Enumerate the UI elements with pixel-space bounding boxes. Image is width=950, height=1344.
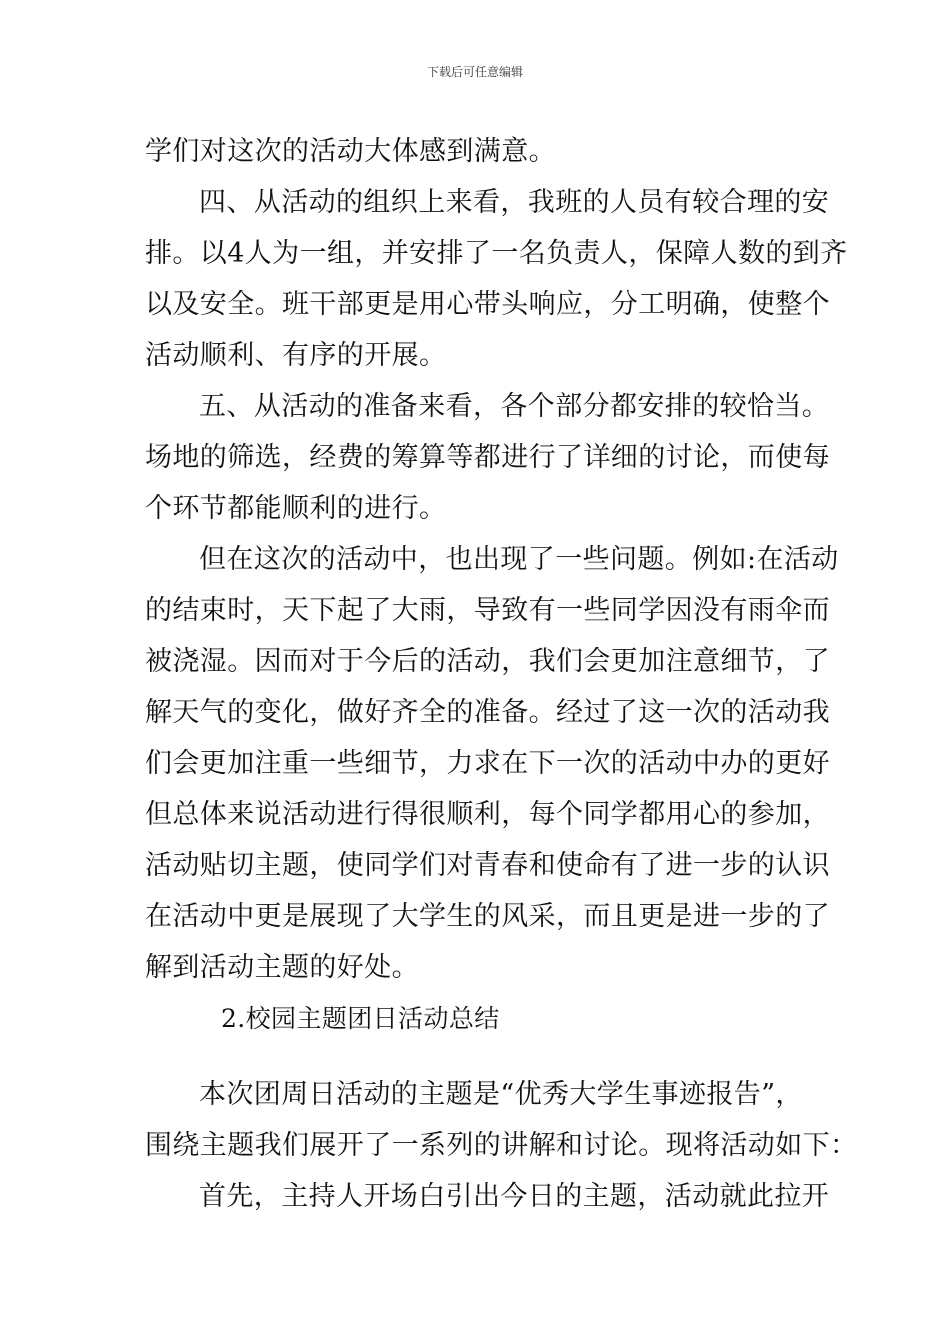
paragraph-line-17: 解到活动主题的好处。 [145, 952, 419, 983]
paragraph-line-4: 以及安全。班干部更是用心带头响应，分工明确，使整个 [145, 289, 830, 320]
page-header-note: 下载后可任意编辑 [426, 65, 523, 79]
paragraph-line-5: 活动顺利、有序的开展。 [145, 340, 447, 371]
paragraph-line-6: 五、从活动的准备来看，各个部分都安排的较恰当。 [199, 391, 830, 422]
paragraph-line-14: 但总体来说活动进行得很顺利，每个同学都用心的参加， [145, 799, 830, 830]
paragraph-line-18: 本次团周日活动的主题是“优秀大学生事迹报告”， [199, 1079, 803, 1110]
paragraph-line-3: 排。以4人为一组，并安排了一名负责人，保障人数的到齐 [145, 238, 848, 269]
paragraph-line-16: 在活动中更是展现了大学生的风采，而且更是进一步的了 [145, 901, 830, 932]
paragraph-line-11: 被浇湿。因而对于今后的活动，我们会更加注意细节，了 [145, 646, 830, 677]
paragraph-line-8: 个环节都能顺利的进行。 [145, 493, 447, 524]
document-body [145, 126, 858, 1222]
paragraph-line-9: 但在这次的活动中，也出现了一些问题。例如:在活动 [199, 544, 839, 575]
paragraph-line-7: 场地的筛选，经费的筹算等都进行了详细的讨论，而使每 [145, 442, 830, 473]
paragraph-line-20: 首先，主持人开场白引出今日的主题，活动就此拉开 [199, 1181, 830, 1212]
section-spacer [145, 1044, 815, 1069]
paragraph-line-15: 活动贴切主题，使同学们对青春和使命有了进一步的认识 [145, 850, 830, 881]
paragraph-line-1: 学们对这次的活动大体感到满意。 [145, 136, 556, 167]
section-heading: 2.校园主题团日活动总结 [221, 1004, 500, 1033]
paragraph-line-10: 的结束时，天下起了大雨，导致有一些同学因没有雨伞而 [145, 595, 830, 626]
paragraph-line-12: 解天气的变化，做好齐全的准备。经过了这一次的活动我 [145, 697, 830, 728]
paragraph-line-13: 们会更加注重一些细节，力求在下一次的活动中办的更好 [145, 748, 830, 779]
paragraph-line-19: 围绕主题我们展开了一系列的讲解和讨论。现将活动如下： [145, 1130, 858, 1161]
paragraph-line-2: 四、从活动的组织上来看，我班的人员有较合理的安 [199, 187, 830, 218]
